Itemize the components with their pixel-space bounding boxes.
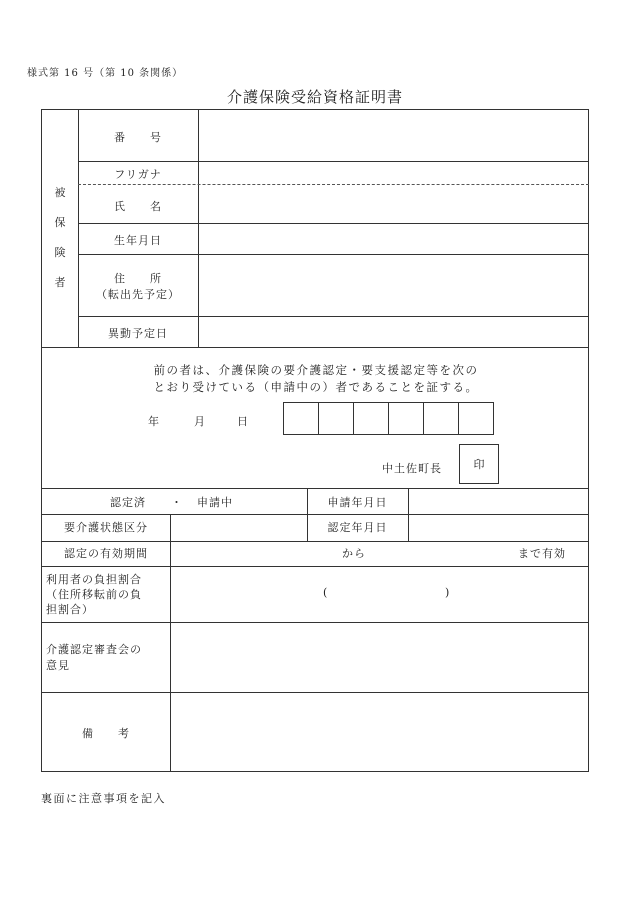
validity-until: まで有効 [518, 547, 566, 560]
furigana-field[interactable] [199, 162, 589, 184]
burden-label-line2: （住所移転前の負 [46, 588, 142, 601]
row-divider [42, 541, 589, 542]
digit-box[interactable] [458, 403, 493, 434]
committee-label-line2: 意見 [46, 659, 70, 672]
remarks-label: 備 考 [82, 727, 130, 740]
issuer-name: 中土佐町長 [382, 462, 442, 475]
insured-side-divider [78, 110, 79, 347]
form-number: 様式第 16 号（第 10 条関係） [27, 68, 184, 79]
validity-label: 認定の有効期間 [64, 547, 148, 560]
committee-label-line1: 介護認定審査会の [46, 643, 142, 656]
application-date-field[interactable] [409, 489, 589, 514]
digit-box[interactable] [388, 403, 423, 434]
digit-box[interactable] [423, 403, 458, 434]
number-label: 番 号 [114, 131, 162, 144]
address-label-note: （転出先予定） [96, 288, 180, 301]
digit-box[interactable] [284, 403, 318, 434]
footer-note: 裏面に注意事項を記入 [41, 792, 166, 805]
section-divider [42, 347, 589, 348]
remarks-field[interactable] [171, 693, 589, 771]
digit-box[interactable] [318, 403, 353, 434]
certification-date-label: 認定年月日 [327, 521, 388, 534]
date-month-label: 月 [194, 415, 206, 428]
status-certified: 認定済 [110, 496, 146, 509]
date-year-label: 年 [148, 415, 160, 428]
validity-from: から [342, 547, 366, 560]
document-title: 介護保険受給資格証明書 [226, 88, 403, 106]
birthdate-label: 生年月日 [114, 234, 162, 247]
application-date-label: 申請年月日 [327, 496, 388, 509]
burden-paren-close: ) [445, 586, 451, 599]
status-separator: ・ [171, 496, 183, 509]
burden-label-line3: 担割合） [46, 603, 94, 616]
certification-date-field[interactable] [409, 515, 589, 540]
move-date-label: 異動予定日 [108, 327, 168, 340]
care-level-field[interactable] [171, 515, 307, 540]
digit-boxes[interactable] [283, 402, 494, 435]
seal-box [459, 444, 499, 484]
burden-paren-open: ( [323, 586, 329, 599]
number-field[interactable] [199, 112, 589, 160]
certificate-form [41, 109, 589, 772]
birthdate-field[interactable] [199, 224, 589, 254]
move-date-field[interactable] [199, 317, 589, 346]
status-applying: 申請中 [197, 496, 233, 509]
care-level-label: 要介護状態区分 [64, 521, 148, 534]
row-divider [42, 566, 589, 567]
seal-label: 印 [473, 458, 485, 471]
digit-box[interactable] [353, 403, 388, 434]
furigana-label: フリガナ [114, 168, 162, 181]
burden-label-line1: 利用者の負担割合 [46, 573, 142, 586]
committee-opinion-field[interactable] [171, 623, 589, 691]
furigana-divider [78, 184, 589, 185]
date-day-label: 日 [237, 415, 249, 428]
name-label: 氏 名 [114, 200, 162, 213]
name-field[interactable] [199, 186, 589, 222]
address-field[interactable] [199, 255, 589, 315]
insured-section-label: 被 保 険 者 [54, 186, 66, 289]
certification-statement: 前の者は、介護保険の要介護認定・要支援認定等を次の とおり受けている（申請中の）者であることを証する。 [153, 363, 479, 394]
address-label: 住 所 [114, 272, 162, 285]
